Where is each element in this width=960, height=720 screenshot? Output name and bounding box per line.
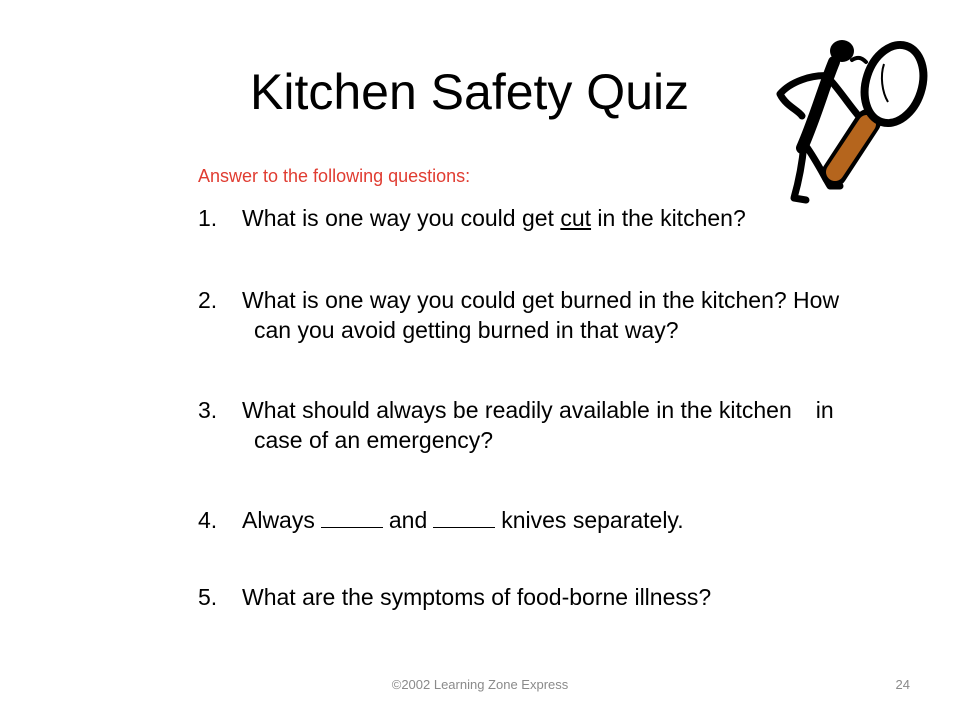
question-number: 5.	[198, 584, 218, 610]
question-part-1: Always	[242, 507, 315, 533]
subtitle: Answer to the following questions:	[198, 166, 471, 186]
question-part-2: and	[388, 507, 428, 533]
question-3	[198, 395, 948, 455]
question-4	[198, 505, 948, 535]
question-line-2: can you avoid getting burned in that way?	[254, 317, 679, 343]
question-line-2: case of an emergency?	[254, 427, 494, 453]
question-text: What are the symptoms of food-borne illness?	[242, 584, 712, 610]
question-5	[198, 582, 948, 612]
question-line-1-text: What should always be readily available in the kitchen	[242, 397, 792, 423]
page-number: 24	[895, 677, 910, 692]
question-1	[198, 203, 948, 233]
question-number: 3.	[198, 397, 218, 423]
question-2	[198, 285, 948, 345]
question-text-pre: What is one way you could get	[242, 205, 561, 231]
question-number: 1.	[198, 205, 218, 231]
question-line-1-end: in	[815, 397, 834, 423]
question-keyword: cut	[560, 205, 592, 231]
question-text-post: in the kitchen?	[591, 205, 746, 231]
question-line-1: What is one way you could get burned in the kitchen? How	[242, 287, 840, 313]
answer-blank-1	[321, 507, 383, 528]
question-text	[198, 203, 948, 233]
question-number: 4.	[198, 507, 218, 533]
question-text	[198, 505, 948, 535]
question-number: 2.	[198, 287, 218, 313]
question-line-1	[198, 395, 948, 425]
slide-title: Kitchen Safety Quiz	[250, 64, 690, 120]
figure-with-magnifying-glass-icon	[772, 36, 932, 206]
answer-blank-2	[433, 507, 495, 528]
question-part-3: knives separately.	[501, 507, 684, 533]
footer-copyright: ©2002 Learning Zone Express	[391, 677, 569, 692]
